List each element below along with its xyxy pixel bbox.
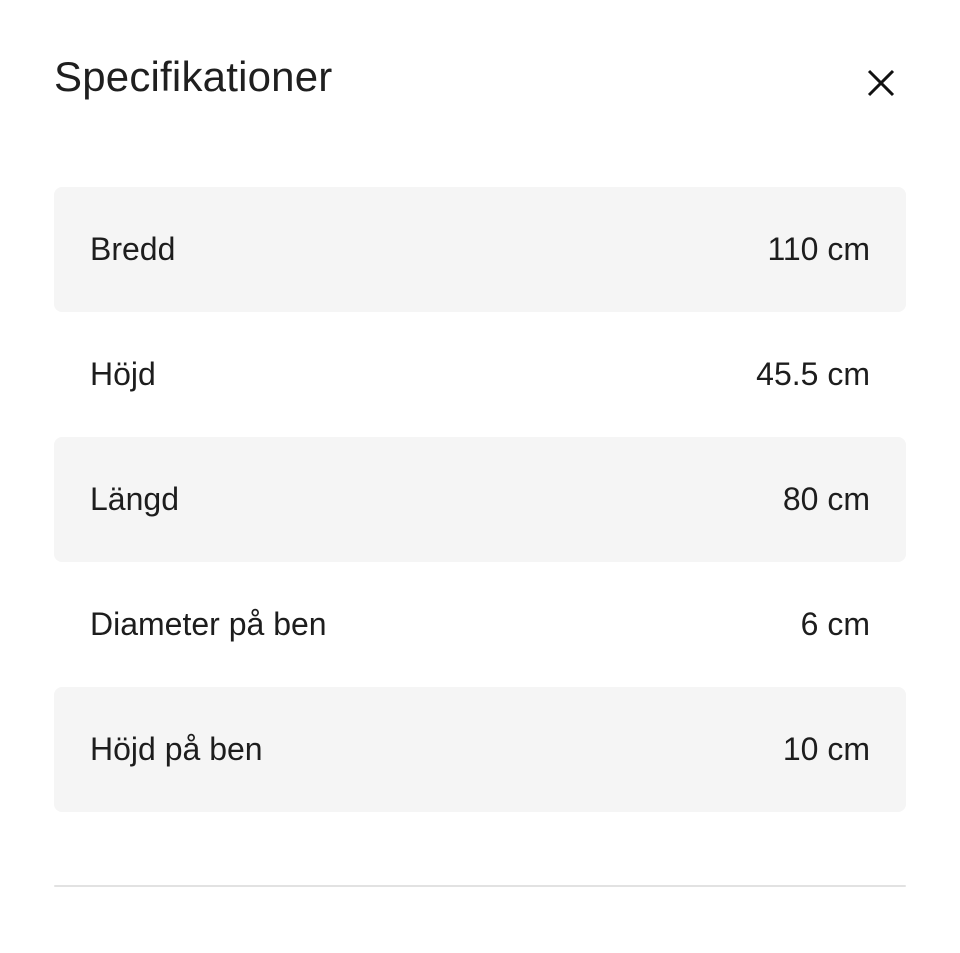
spec-label: Höjd — [90, 356, 156, 392]
close-button[interactable] — [858, 60, 904, 106]
table-row — [54, 437, 906, 562]
spec-label: Diameter på ben — [90, 606, 327, 642]
spec-label: Bredd — [90, 231, 176, 267]
specifications-table — [54, 187, 906, 812]
table-row — [54, 312, 906, 437]
spec-value: 80 cm — [782, 481, 870, 517]
close-icon — [866, 68, 896, 98]
spec-value: 6 cm — [800, 606, 870, 642]
divider — [54, 885, 906, 887]
page-title: Specifikationer — [54, 53, 333, 100]
spec-value: 110 cm — [767, 231, 870, 267]
spec-value: 45.5 cm — [756, 356, 870, 392]
modal-header — [54, 0, 906, 135]
table-row — [54, 187, 906, 312]
spec-value: 10 cm — [782, 731, 870, 767]
table-row — [54, 562, 906, 687]
table-row — [54, 687, 906, 812]
spec-label: Längd — [90, 481, 179, 517]
spec-label: Höjd på ben — [90, 731, 263, 767]
